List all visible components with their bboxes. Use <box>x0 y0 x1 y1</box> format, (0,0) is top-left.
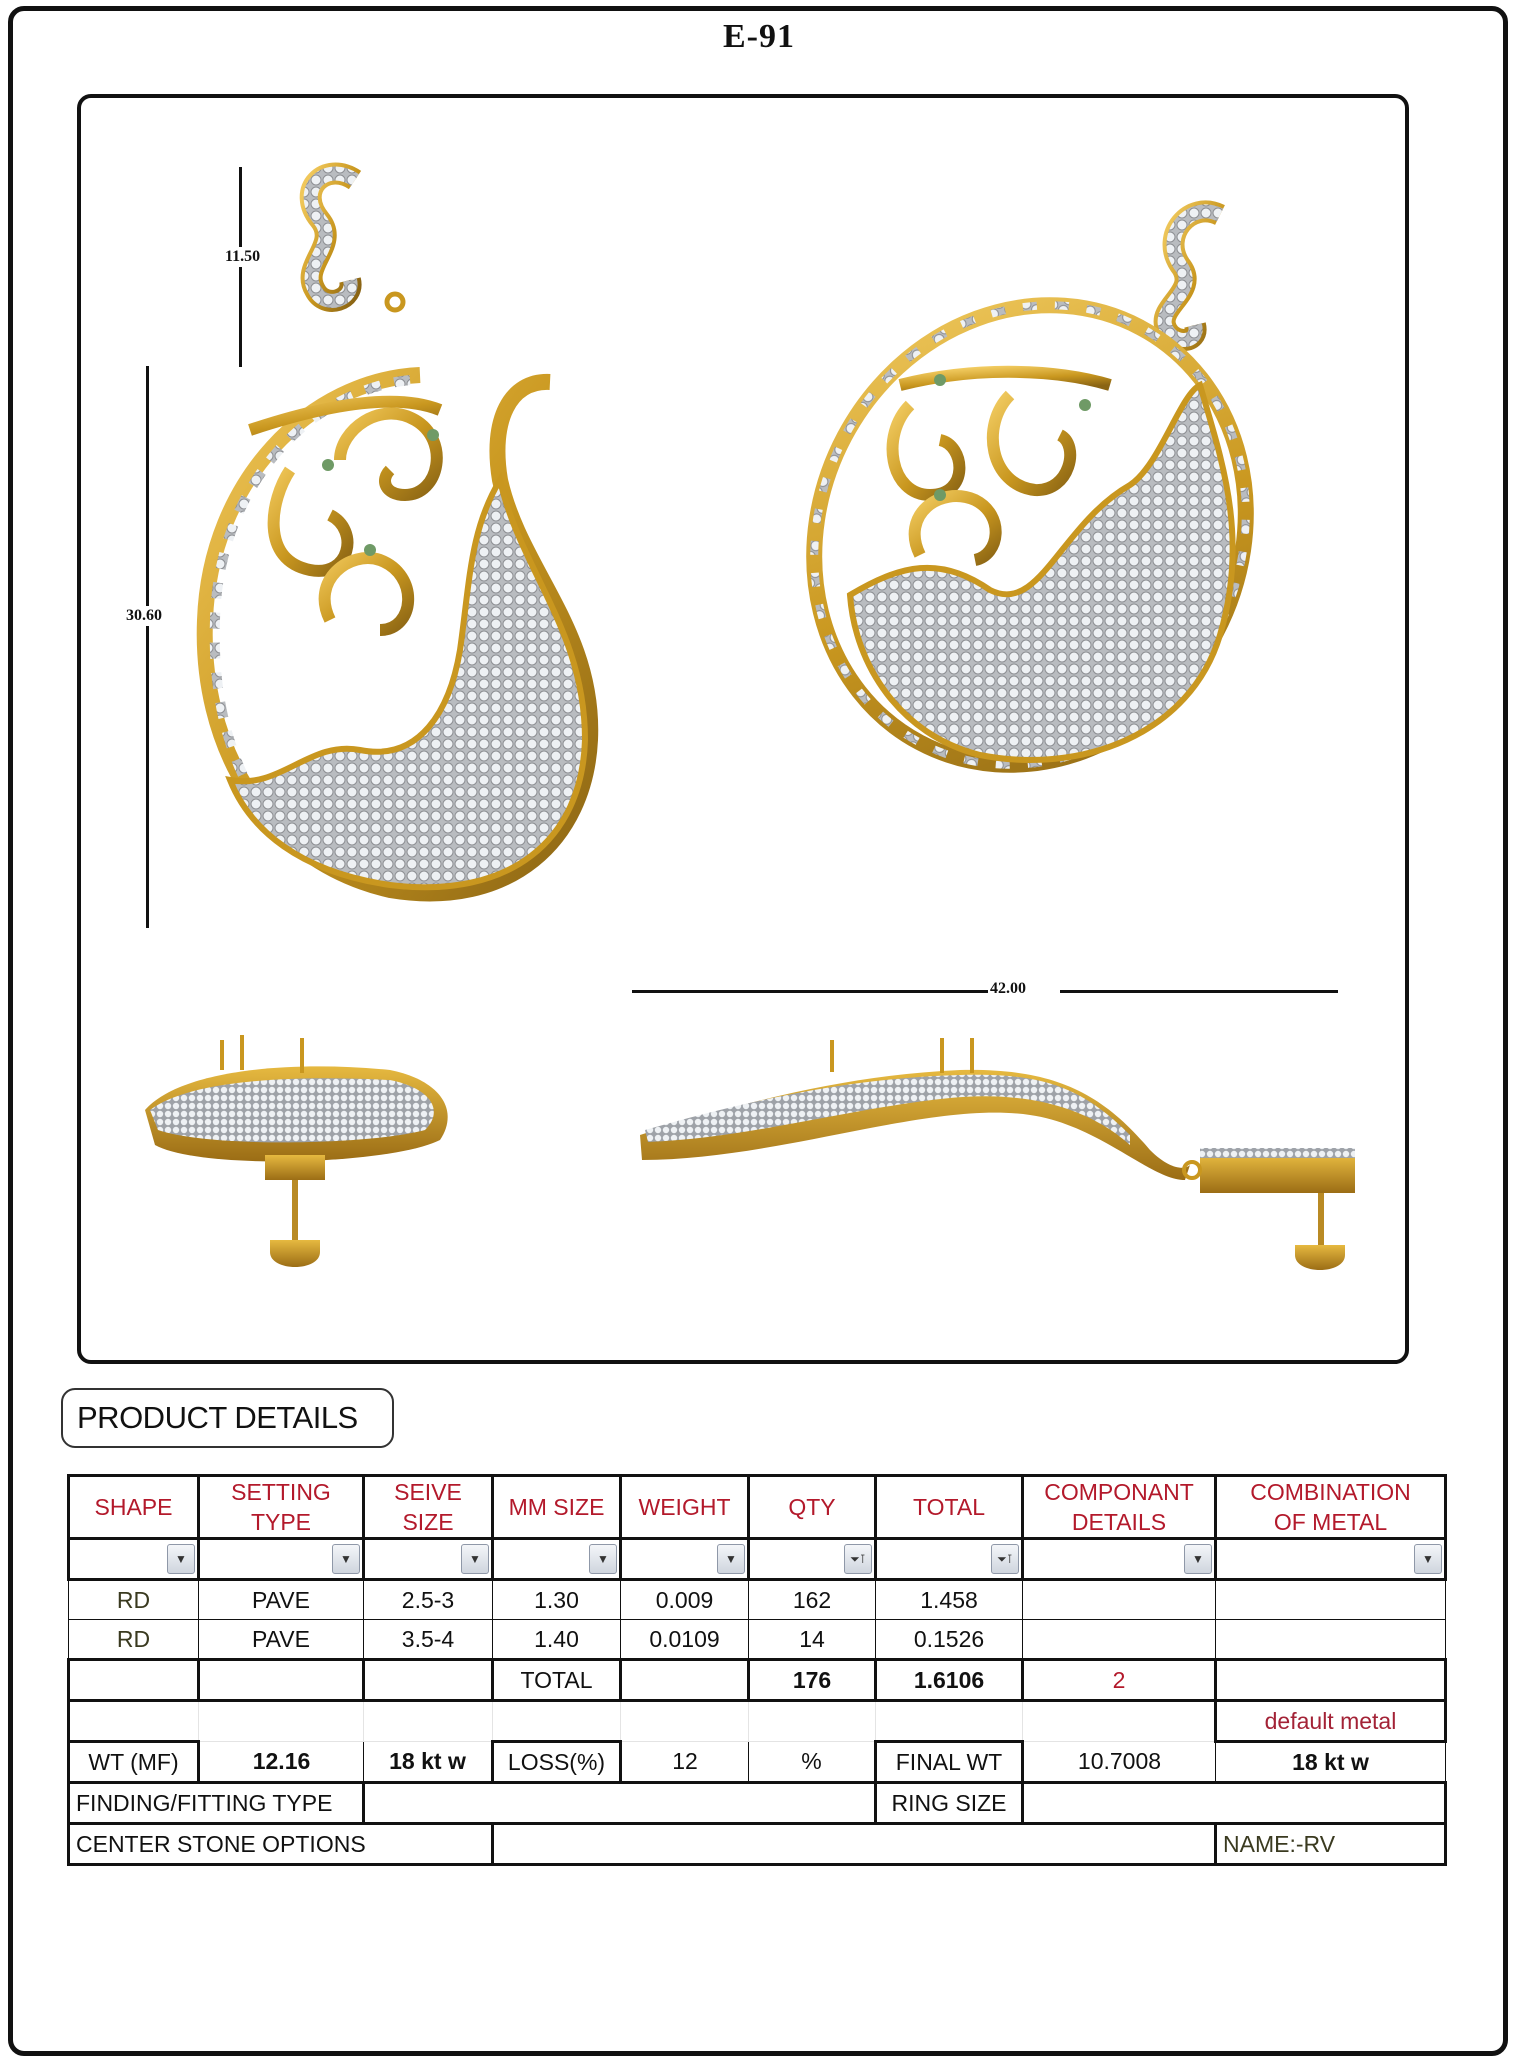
col-header-qty: QTY <box>749 1476 876 1539</box>
cell-mm-size: 1.30 <box>493 1580 621 1620</box>
final-metal-type: 18 kt w <box>1216 1742 1446 1783</box>
table-row <box>69 1620 1446 1660</box>
filter-dropdown-setting-type[interactable]: ▼ <box>332 1544 360 1574</box>
col-header-componant-details: COMPONANT DETAILS <box>1023 1476 1216 1539</box>
loss-value: 12 <box>621 1742 749 1783</box>
totals-qty: 176 <box>749 1660 876 1701</box>
filter-dropdown-mm-size[interactable]: ▼ <box>589 1544 617 1574</box>
wt-mf-value: 12.16 <box>199 1742 364 1783</box>
side-view-right-render <box>630 1030 1390 1300</box>
product-details-table <box>67 1474 1447 1866</box>
totals-total: 1.6106 <box>876 1660 1023 1701</box>
cell-total: 1.458 <box>876 1580 1023 1620</box>
loss-unit: % <box>749 1742 876 1783</box>
cell-combination-of-metal <box>1216 1580 1446 1620</box>
cell-mm-size: 1.40 <box>493 1620 621 1660</box>
dim-line-body-height <box>146 366 149 928</box>
side-view-left-render <box>140 1030 480 1300</box>
totals-row <box>69 1660 1446 1701</box>
final-wt-value: 10.7008 <box>1023 1742 1216 1783</box>
col-header-setting-type: SETTING TYPE <box>199 1476 364 1539</box>
totals-label: TOTAL <box>493 1660 621 1701</box>
filter-dropdown-seive-size[interactable]: ▼ <box>461 1544 489 1574</box>
front-view-render <box>190 150 630 930</box>
filter-dropdown-shape[interactable]: ▼ <box>167 1544 195 1574</box>
default-metal-label: default metal <box>1216 1701 1446 1742</box>
angled-view-render <box>780 195 1300 795</box>
dim-line-length-left <box>632 990 988 993</box>
designer-name: NAME:-RV <box>1216 1824 1446 1865</box>
cell-shape: RD <box>69 1620 199 1660</box>
cell-combination-of-metal <box>1216 1620 1446 1660</box>
product-details-heading: PRODUCT DETAILS <box>61 1388 394 1448</box>
default-metal-row <box>69 1701 1446 1742</box>
finding-fitting-type-value <box>364 1783 876 1824</box>
table-header-row <box>69 1476 1446 1539</box>
dim-line-length-right <box>1060 990 1338 993</box>
col-header-weight: WEIGHT <box>621 1476 749 1539</box>
metal-type: 18 kt w <box>364 1742 493 1783</box>
filter-active-qty-icon[interactable]: ⏷⊺ <box>844 1544 872 1574</box>
filter-dropdown-weight[interactable]: ▼ <box>717 1544 745 1574</box>
totals-component-count: 2 <box>1023 1660 1216 1701</box>
dim-top-height-label: 11.50 <box>225 248 261 265</box>
center-stone-options-value <box>493 1824 1216 1865</box>
col-header-combination-of-metal: COMBINATION OF METAL <box>1216 1476 1446 1539</box>
filter-row <box>69 1539 1446 1580</box>
filter-dropdown-componant-details[interactable]: ▼ <box>1184 1544 1212 1574</box>
ring-size-value <box>1023 1783 1446 1824</box>
center-stone-options-label: CENTER STONE OPTIONS <box>69 1824 493 1865</box>
ring-size-label: RING SIZE <box>876 1783 1023 1824</box>
dim-length-label: 42.00 <box>990 980 1026 997</box>
cell-weight: 0.009 <box>621 1580 749 1620</box>
cell-setting-type: PAVE <box>199 1580 364 1620</box>
filter-dropdown-combination-of-metal[interactable]: ▼ <box>1414 1544 1442 1574</box>
design-code-title: E-91 <box>723 18 795 55</box>
cell-weight: 0.0109 <box>621 1620 749 1660</box>
col-header-shape: SHAPE <box>69 1476 199 1539</box>
col-header-total: TOTAL <box>876 1476 1023 1539</box>
finding-fitting-type-label: FINDING/FITTING TYPE <box>69 1783 364 1824</box>
final-wt-label: FINAL WT <box>876 1742 1023 1783</box>
col-header-mm-size: MM SIZE <box>493 1476 621 1539</box>
cell-total: 0.1526 <box>876 1620 1023 1660</box>
table-row <box>69 1580 1446 1620</box>
loss-label: LOSS(%) <box>493 1742 621 1783</box>
cell-componant-details <box>1023 1620 1216 1660</box>
center-stone-row <box>69 1824 1446 1865</box>
wt-mf-label: WT (MF) <box>69 1742 199 1783</box>
filter-active-total-icon[interactable]: ⏷⊺ <box>991 1544 1019 1574</box>
cell-setting-type: PAVE <box>199 1620 364 1660</box>
cell-seive-size: 3.5-4 <box>364 1620 493 1660</box>
dim-body-height-label: 30.60 <box>126 607 162 624</box>
col-header-seive-size: SEIVE SIZE <box>364 1476 493 1539</box>
cell-seive-size: 2.5-3 <box>364 1580 493 1620</box>
metal-weight-row <box>69 1742 1446 1783</box>
cell-shape: RD <box>69 1580 199 1620</box>
cell-qty: 14 <box>749 1620 876 1660</box>
finding-row <box>69 1783 1446 1824</box>
cell-qty: 162 <box>749 1580 876 1620</box>
cell-componant-details <box>1023 1580 1216 1620</box>
